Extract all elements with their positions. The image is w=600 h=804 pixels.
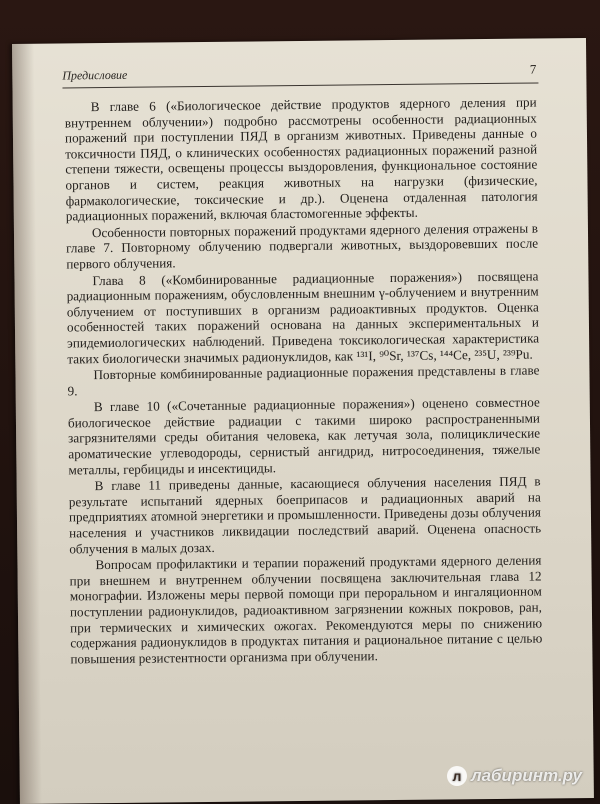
book-page <box>12 38 594 804</box>
page-number: 7 <box>529 61 537 77</box>
body-text <box>65 95 543 668</box>
watermark <box>447 766 582 786</box>
running-head <box>62 61 537 83</box>
labyrinth-logo-icon: л <box>447 766 467 786</box>
paragraph: В главе 10 («Сочетанные радиационные поражения») оценено совместное биологическое действие радиации с такими широко распространенными загрязнителями среды обитания человека, как летучая зола, полициклические ароматические углеводороды, сернистый ангидрид, нитросоединения, тяжелые металлы, гербициды и инсектициды. <box>67 394 541 478</box>
paragraph: Особенности повторных поражений продуктами ядерного деления отражены в главе 7. Повторному облучению подвергали животных, выздоровевших после первого облучения. <box>66 220 539 272</box>
header-rule <box>62 82 538 88</box>
running-head-title: Предисловие <box>62 67 128 83</box>
paragraph: В главе 6 («Биологическое действие продуктов ядерного деления при внутреннем облучении») подробно рассмотрены особенности радиационных поражений при поступлении ПЯД в организм животных. Приведены данные о токсичности ПЯД, о клинических особенностях радиационных поражений разной степени тяжести, освещены процессы выздоровления, функциональное состояние органов и систем, реакция животных на нагрузки (физические, фармакологические, токсические и др.). Оценена отдаленная патология радиационных поражений, включая бластомогенные эффекты. <box>64 94 538 224</box>
paragraph: Повторные комбинированные радиационные поражения представлены в главе 9. <box>67 362 540 399</box>
paragraph: В главе 11 приведены данные, касающиеся облучения населения ПЯД в результате испытаний ядерных боеприпасов и радиационных аварий на предприятиях атомной энергетики и промышленности. Приведены дозы облучения населения и участников ликвидации последствий аварий. Оценена опасность облучения в малых дозах. <box>68 473 542 557</box>
watermark-text: лабиринт.ру <box>471 766 582 785</box>
paragraph: Глава 8 («Комбинированные радиационные поражения») посвящена радиационным поражениям, обусловленным внешним γ-облучением и внутренним облучением от поступивших в организм радиоактивных продуктов. Оценка особенностей таких поражений основана на данных экспериментальных и эпидемиологических наблюдений. Приведена токсикологическая характеристика таких биологически значимых радионуклидов, как ¹³¹I, ⁹⁰Sr, ¹³⁷Cs, ¹⁴⁴Ce, ²³⁵U, ²³⁹Pu. <box>66 268 540 366</box>
paragraph: Вопросам профилактики и терапии поражений продуктами ядерного деления при внешнем и внутреннем облучении посвящена заключительная глава 12 монографии. Изложены меры первой помощи при пероральном и ингаляционном поступлении радионуклидов, радиоактивном загрязнении кожных покровов, ран, при термических и химических ожогах. Рекомендуются меры по снижению содержания радионуклидов в продуктах питания и рациональное питание с целью повышения резистентности организма при облучении. <box>69 552 543 667</box>
